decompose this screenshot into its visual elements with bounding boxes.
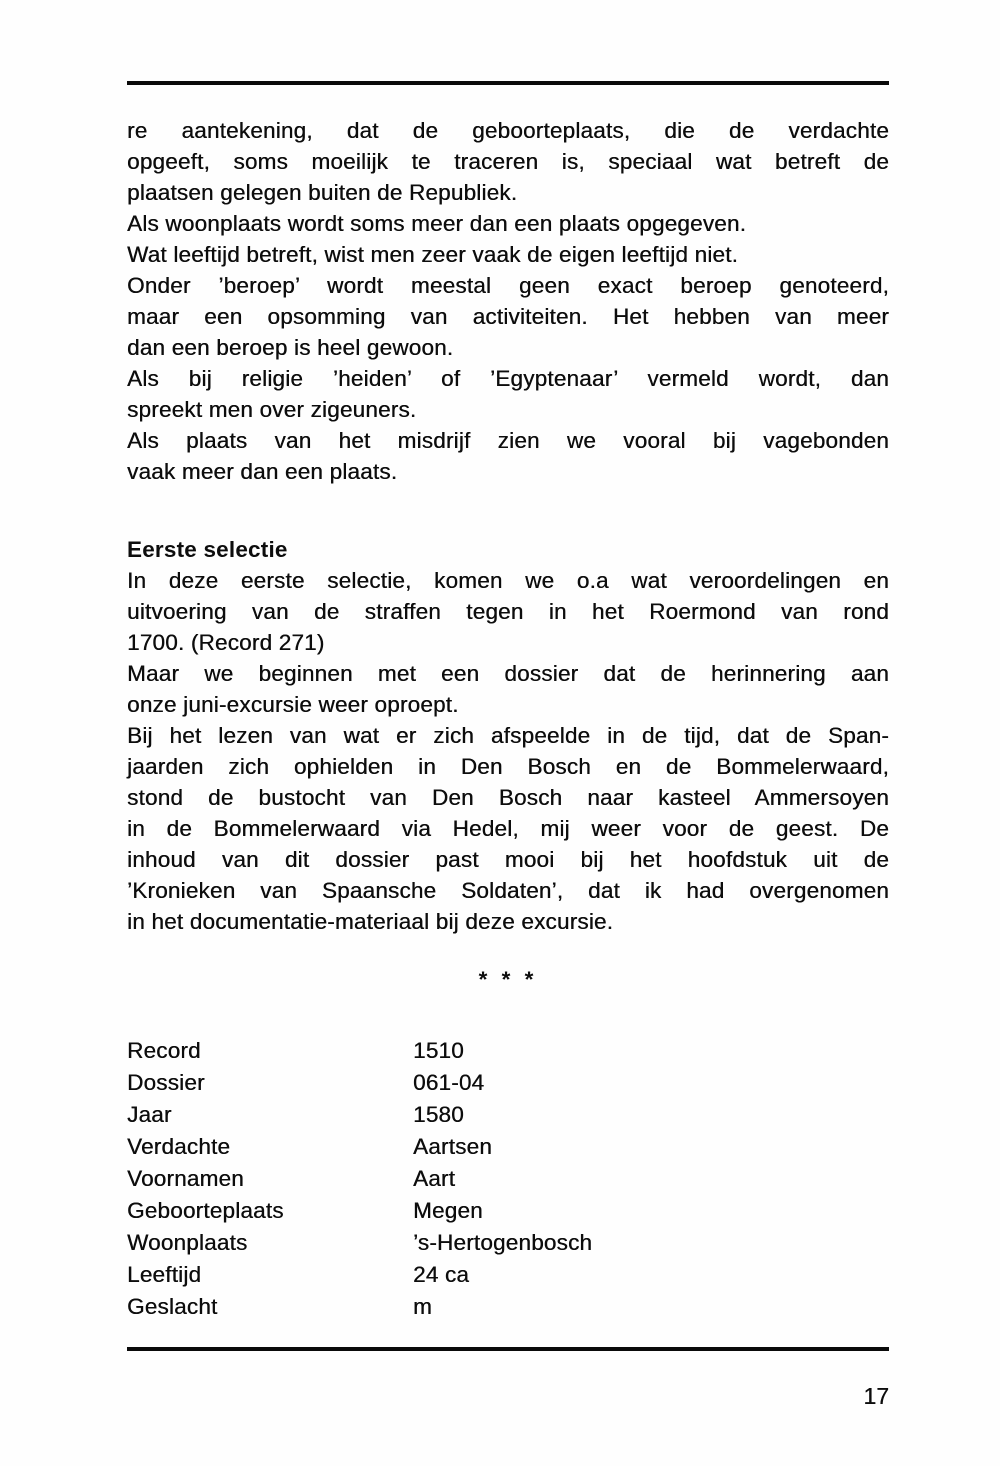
record-row (127, 1195, 889, 1227)
asterisk-separator: * * * (478, 967, 538, 992)
text-line: Bij het lezen van wat er zich afspeelde in de tijd, dat de Span- (127, 723, 889, 748)
bottom-divider (127, 1347, 889, 1351)
paragraph (127, 720, 889, 937)
record-row (127, 1163, 889, 1195)
record-label: Leeftijd (127, 1262, 202, 1287)
paragraph (127, 363, 889, 425)
paragraph (127, 565, 889, 658)
text-line: stond de bustocht van Den Bosch naar kasteel Ammersoyen (127, 785, 889, 810)
page-number: 17 (863, 1383, 889, 1409)
record-value: 1510 (413, 1038, 464, 1063)
text-line: ’Kronieken van Spaansche Soldaten’, dat ik had overgenomen (127, 878, 889, 903)
page-content (127, 81, 889, 1412)
text-line: vaak meer dan een plaats. (127, 459, 398, 484)
text-line: inhoud van dit dossier past mooi bij het hoofdstuk uit de (127, 847, 889, 872)
record-label: Verdachte (127, 1134, 231, 1159)
text-line: dan een beroep is heel gewoon. (127, 335, 454, 360)
paragraph (127, 658, 889, 720)
record-label: Voornamen (127, 1166, 244, 1191)
paragraph (127, 208, 889, 239)
record-value: 1580 (413, 1102, 464, 1127)
text-line: Onder ’beroep’ wordt meestal geen exact beroep genoteerd, (127, 273, 889, 298)
text-line: opgeeft, soms moeilijk te traceren is, speciaal wat betreft de (127, 149, 889, 174)
text-line: Als plaats van het misdrijf zien we vooral bij vagebonden (127, 428, 889, 453)
record-table (127, 1035, 889, 1323)
text-line: jaarden zich ophielden in Den Bosch en de Bommelerwaard, (127, 754, 889, 779)
record-row (127, 1131, 889, 1163)
text-line: Als woonplaats wordt soms meer dan een plaats opgegeven. (127, 211, 747, 236)
body-text (127, 115, 889, 487)
record-value: m (413, 1294, 432, 1319)
paragraph (127, 270, 889, 363)
text-line: 1700. (Record 271) (127, 630, 325, 655)
record-label: Geslacht (127, 1294, 218, 1319)
record-value: Aartsen (413, 1134, 492, 1159)
text-line: Maar we beginnen met een dossier dat de herinnering aan (127, 661, 889, 686)
text-line: uitvoering van de straffen tegen in het Roermond van rond (127, 599, 889, 624)
paragraph (127, 239, 889, 270)
text-line: Als bij religie ’heiden’ of ’Egyptenaar’ vermeld wordt, dan (127, 366, 889, 391)
record-value: Megen (413, 1198, 483, 1223)
text-line: Wat leeftijd betreft, wist men zeer vaak de eigen leeftijd niet. (127, 242, 739, 267)
text-line: In deze eerste selectie, komen we o.a wat veroordelingen en (127, 568, 889, 593)
record-row (127, 1067, 889, 1099)
record-value: 24 ca (413, 1262, 470, 1287)
record-label: Woonplaats (127, 1230, 248, 1255)
record-row (127, 1227, 889, 1259)
record-label: Record (127, 1038, 201, 1063)
record-row (127, 1259, 889, 1291)
record-label: Geboorteplaats (127, 1198, 284, 1223)
top-divider (127, 81, 889, 85)
section-heading: Eerste selectie (127, 537, 288, 562)
record-label: Jaar (127, 1102, 172, 1127)
body-text (127, 565, 889, 937)
paragraph (127, 425, 889, 487)
record-value: 061-04 (413, 1070, 485, 1095)
text-line: onze juni-excursie weer oproept. (127, 692, 459, 717)
record-row (127, 1291, 889, 1323)
record-value: ’s-Hertogenbosch (413, 1230, 593, 1255)
record-label: Dossier (127, 1070, 205, 1095)
text-line: in het documentatie-materiaal bij deze excursie. (127, 909, 614, 934)
text-line: spreekt men over zigeuners. (127, 397, 417, 422)
text-line: in de Bommelerwaard via Hedel, mij weer voor de geest. De (127, 816, 889, 841)
record-row (127, 1099, 889, 1131)
text-line: re aantekening, dat de geboorteplaats, die de verdachte (127, 118, 889, 143)
record-row (127, 1035, 889, 1067)
text-line: maar een opsomming van activiteiten. Het hebben van meer (127, 304, 889, 329)
paragraph (127, 115, 889, 208)
record-value: Aart (413, 1166, 456, 1191)
text-line: plaatsen gelegen buiten de Republiek. (127, 180, 518, 205)
